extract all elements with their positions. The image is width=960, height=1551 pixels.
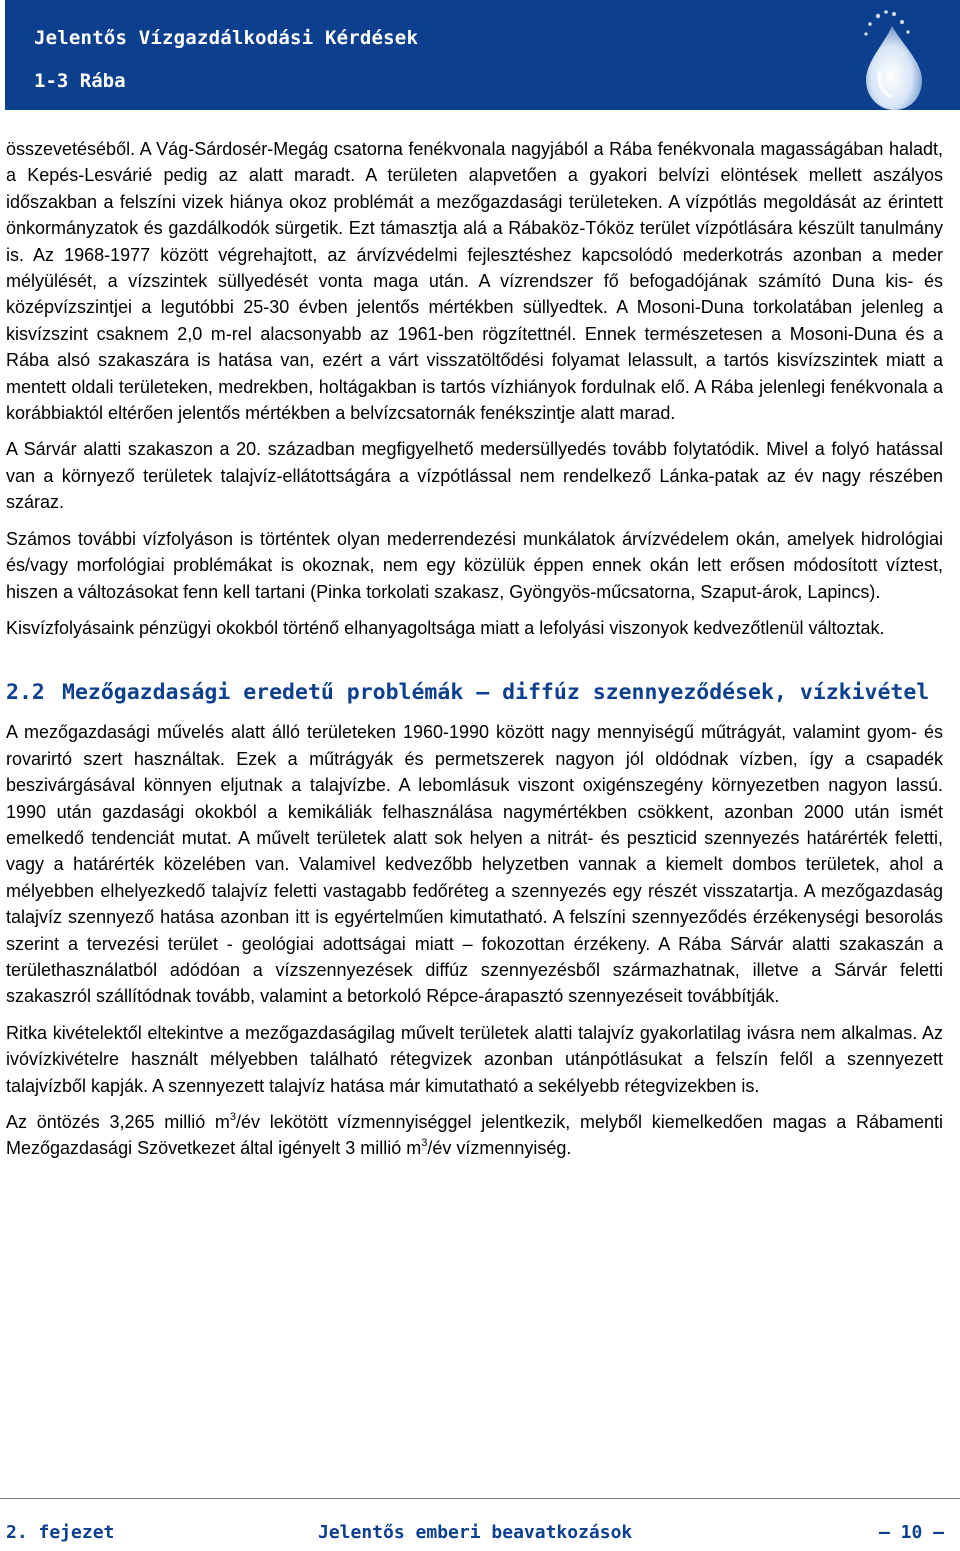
header-title: Jelentős Vízgazdálkodási Kérdések [34,27,419,49]
body-paragraph: Ritka kivételektől eltekintve a mezőgazdaságilag művelt területek alatti talajvíz gyakorlatilag ivásra nem alkalmas. Az ivóvízkivételre használt mélyebben található rétegvizek azonban utánpótlásukat a felszín felől a szennyezett talajvízből kapják. A szennyezett talajvíz hatása már kimutatható a sekélyebb rétegvizekben is. [6,1022,943,1096]
main-content [6,136,943,1172]
superscript: 3 [421,1137,428,1150]
footer-chapter: 2. fejezet [6,1522,115,1543]
footer-divider [0,1498,960,1499]
body-paragraph: A Sárvár alatti szakaszon a 20. században megfigyelhető medersüllyedés tovább folytatódik. Mivel a folyó hatással van a környező területek talajvíz-ellátottságára a vízpótlással nem rendelkező Lánka-patak az év nagy részében száraz. [6,439,943,513]
water-drop-logo-icon [820,0,960,110]
page-footer [6,1522,944,1550]
body-paragraph: összevetéséből. A Vág-Sárdosér-Megág csatorna fenékvonala nagyjából a Rába fenékvonala magasságában haladt, a Kepés-Lesvárié pedig az alatt maradt. A területen alapvetően a gyakori belvízi elöntések mellett aszályos időszakban a felszíni vizek hiánya okoz problémát a mezőgazdasági területeken. A vízpótlás megoldását az érintett önkormányzatok és gazdálkodók sürgetik. Ezt támasztja alá a Rábaköz-Tóköz terület vízpótlására készült tanulmány is. Az 1968-1977 között végrehajtott, az árvízvédelmi fejlesztéshez kapcsolódó mederkotrás azonban a meder mélyülését, a vízszintek süllyedését vonta maga után. A vízrendszer fő befogadójának számító Duna kis- és középvízszintjei a legutóbbi 25-30 évben jelentős mértékben süllyedtek. A Mosoni-Duna torkolatában jelenleg a kisvízszint csaknem 2,0 m-rel alacsonyabb az 1961-ben rögzítettnél. Ennek természetesen a Mosoni-Duna és a Rába alsó szakaszára is hatása van, ezért a várt visszatöltődési folyamat lelassult, a tartós kisvízszintek miatt a mentett oldali területeken, medrekben, holtágakban is tartós vízhiányok fordulnak elő. A Rába jelenlegi fenékvonala a korábbiaktól eltérően jelentős mértékben a belvízcsatornák fenékszintje alatt marad. [6,139,943,424]
section-heading [6,675,943,711]
superscript: 3 [229,1111,237,1123]
section-number: 2.2 [6,680,45,706]
footer-chapter-title: Jelentős emberi beavatkozások [318,1522,633,1543]
text-run: /év vízmennyiség. [427,1138,572,1159]
body-paragraph-irrigation [6,1109,943,1162]
page-header [5,0,960,110]
text-run: Az öntözés 3,265 millió m [6,1112,230,1132]
page-number: — 10 — [878,1522,944,1543]
text-run: /év lekötött vízmennyiséggel jelentkezik, melyből kiemelkedően magas a Rábamenti Mezőgazdasági Szövetkezet által igényelt 3 millió m [6,1112,943,1159]
body-paragraph: A mezőgazdasági művelés alatt álló területeken 1960-1990 között nagy mennyiségű műtrágyát, valamint gyom- és rovarirtó szert használtak. Ezek a műtrágyák és permetszerek nagyon jól oldódnak vízben, így a csapadék beszivárgásával könnyen eljutnak a talajvízbe. A lebomlásuk viszont oxigénszegény környezetben nagyon lassú. 1990 után gazdasági okokból a kemikáliák felhasználása nagymértékben csökkent, azonban 2000 után ismét emelkedő tendenciát mutat. A művelt területek alatt sok helyen a nitrát- és peszticid szennyezés határérték feletti, vagy a határérték közelében van. Valamivel kedvezőbb helyzetben vannak a kiemelt dombos területek, ahol a mélyebben elhelyezkedő talajvíz feletti vastagabb fedőréteg a szennyezés egy részét visszatartja. A mezőgazdaság talajvíz szennyező hatása azonban itt is egyértelműen kimutatható. A felszíni szennyeződés érzékenységi besorolás szerint a tervezési terület - geológiai adottságai miatt – fokozottan érzékeny. A Rába Sárvár alatti szakaszán a területhasználatból adódóan a vízszennyezések diffúz szennyezésből származhatnak, illetve a Sárvár feletti szakaszról szállítódnak tovább, valamint a betorkoló Répce-árapasztó szennyezéseit továbbítják. [6,722,943,1007]
section-title: Mezőgazdasági eredetű problémák – diffúz szennyeződések, vízkivétel [62,680,930,706]
body-paragraph: Számos további vízfolyáson is történtek olyan mederrendezési munkálatok árvízvédelem okán, amelyek hidrológiai és/vagy morfológiai problémákat is okoznak, nem egy közülük éppen ennek okán lett erősen módosított víztest, hiszen a változásokat fenn kell tartani (Pinka torkolati szakasz, Gyöngyös-műcsatorna, Szaput-árok, Lapincs). [6,528,943,602]
header-subtitle: 1-3 Rába [34,70,126,92]
body-paragraph: Kisvízfolyásaink pénzügyi okokból történő elhanyagoltsága miatt a lefolyási viszonyok kedvezőtlenül változtak. [6,617,885,638]
